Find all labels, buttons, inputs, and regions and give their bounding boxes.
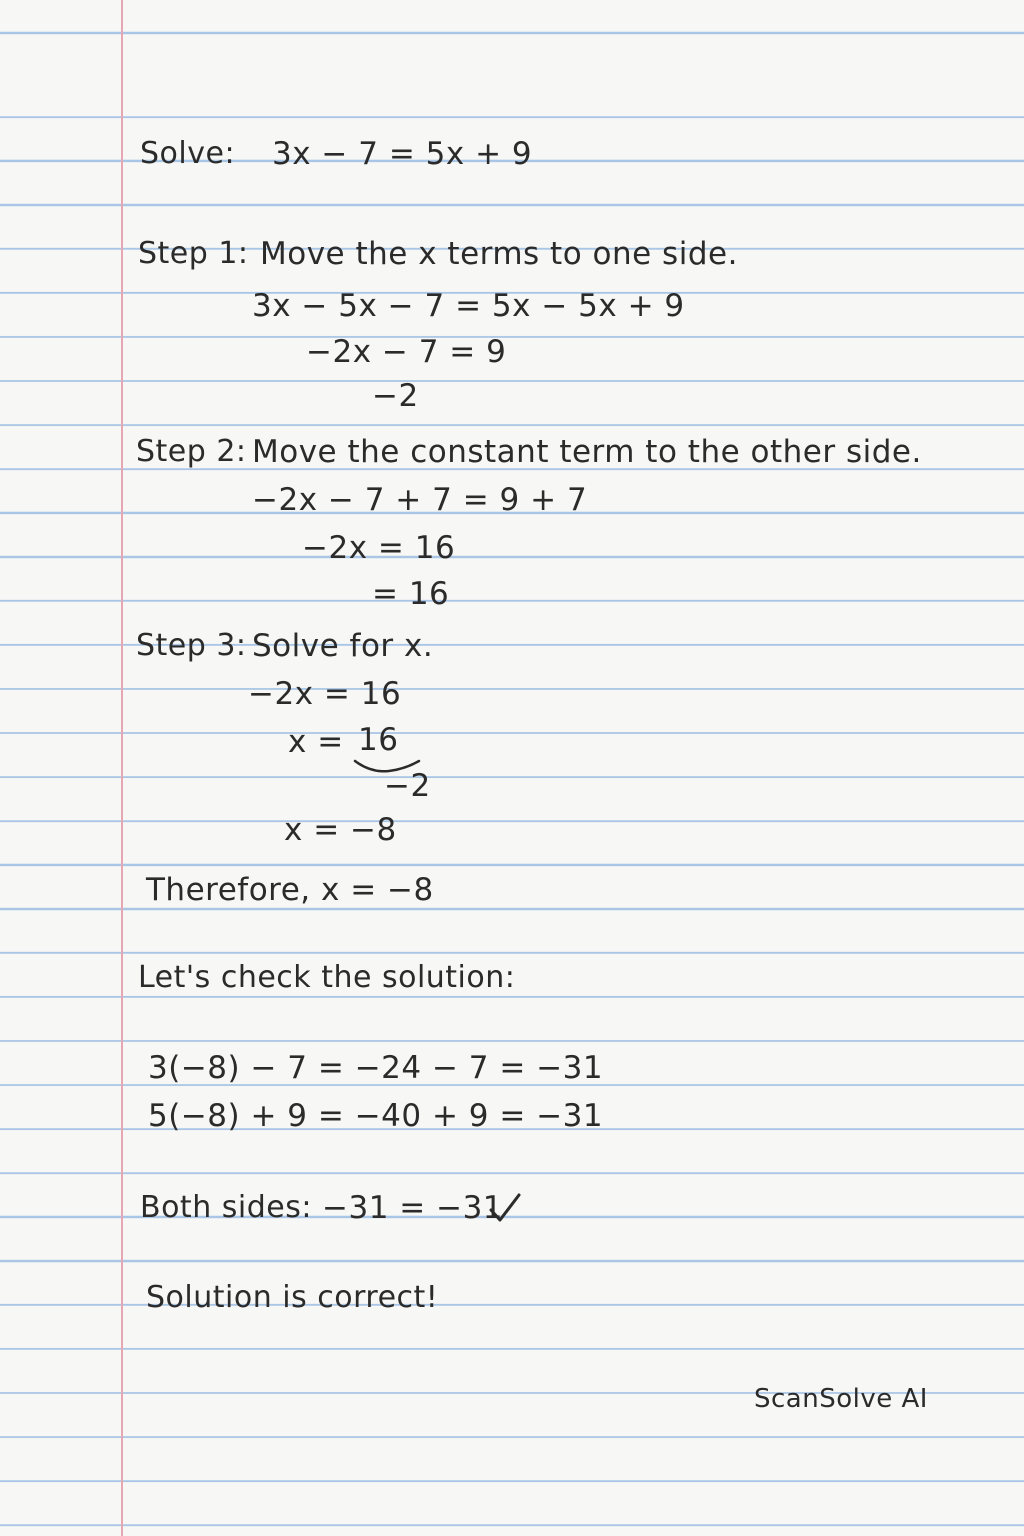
step2-line-3: = 16 bbox=[372, 576, 450, 612]
step1-line-1: 3x − 5x − 7 = 5x − 5x + 9 bbox=[252, 288, 685, 324]
both-sides-label: Both sides: bbox=[140, 1190, 312, 1225]
step3-text: Solve for x. bbox=[252, 628, 434, 664]
watermark: ScanSolve AI bbox=[754, 1384, 928, 1414]
step2-label: Step 2: bbox=[136, 434, 247, 469]
problem-label: Solve: bbox=[140, 136, 236, 171]
check-line-1: 3(−8) − 7 = −24 − 7 = −31 bbox=[148, 1050, 604, 1086]
step3-label: Step 3: bbox=[136, 628, 247, 663]
both-sides-value: −31 = −31 bbox=[322, 1190, 504, 1226]
step3-x-equals: x = bbox=[288, 724, 344, 760]
step1-line-2: −2x − 7 = 9 bbox=[306, 334, 507, 370]
problem-equation: 3x − 7 = 5x + 9 bbox=[272, 136, 533, 172]
step2-line-2: −2x = 16 bbox=[302, 530, 456, 566]
conclusion: Therefore, x = −8 bbox=[146, 872, 434, 908]
step3-denominator: −2 bbox=[384, 768, 431, 804]
step3-line-1: −2x = 16 bbox=[248, 676, 402, 712]
final-statement: Solution is correct! bbox=[146, 1280, 439, 1315]
step2-text: Move the constant term to the other side. bbox=[252, 434, 922, 470]
margin-line bbox=[121, 0, 123, 1536]
check-line-2: 5(−8) + 9 = −40 + 9 = −31 bbox=[148, 1098, 604, 1134]
step1-text: Move the x terms to one side. bbox=[260, 236, 738, 272]
step1-line-3: −2 bbox=[372, 378, 419, 414]
check-intro: Let's check the solution: bbox=[138, 960, 516, 995]
step1-label: Step 1: bbox=[138, 236, 249, 271]
step3-result: x = −8 bbox=[284, 812, 397, 848]
step3-numerator: 16 bbox=[358, 722, 399, 758]
check-icon bbox=[488, 1192, 522, 1226]
step2-line-1: −2x − 7 + 7 = 9 + 7 bbox=[252, 482, 588, 518]
